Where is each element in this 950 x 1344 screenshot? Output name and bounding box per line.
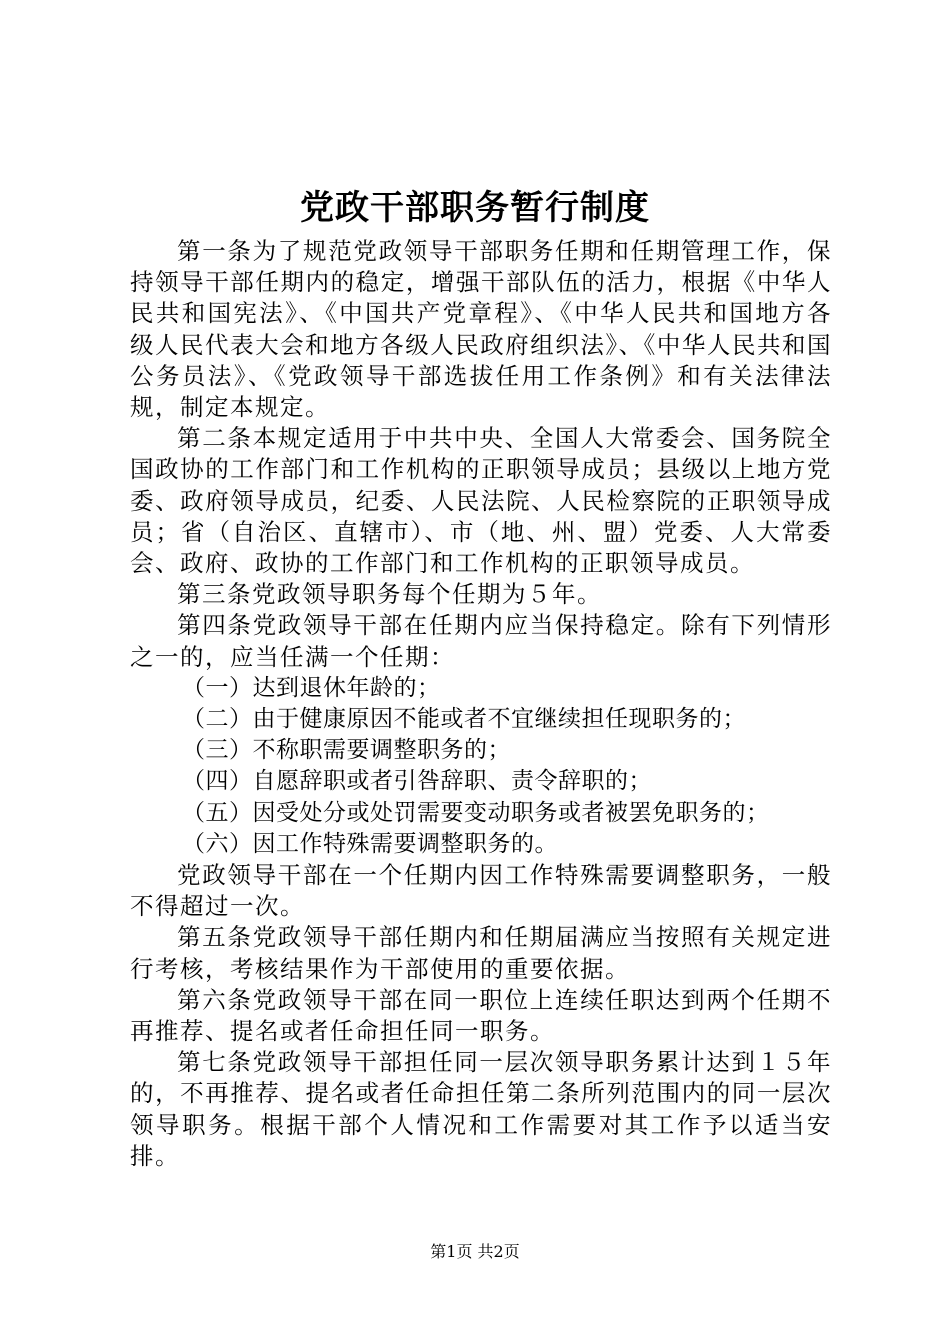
list-item-6: （六）因工作特殊需要调整职务的。 (182, 830, 558, 857)
article-3-paragraph: 第三条党政领导职务每个任期为５年。 (177, 580, 602, 609)
list-item-1: （一）达到退休年龄的； (182, 674, 441, 701)
document-body (130, 236, 832, 1172)
article-1-paragraph: 第一条为了规范党政领导干部职务任期和任期管理工作，保持领导干部任期内的稳定，增强干部队伍的活力，根据《中华人民共和国宪法》、《中国共产党章程》、《中华人民共和国地方各级人民代表大会和地方各级人民政府组织法》、《中华人民共和国公务员法》、《党政领导干部选拔任用工作条例》和有关法律法规，制定本规定。 (130, 237, 832, 422)
document-title: 党政干部职务暂行制度 (300, 188, 650, 228)
article-4-note-paragraph: 党政领导干部在一个任期内因工作特殊需要调整职务，一般不得超过一次。 (130, 861, 832, 921)
list-item-2: （二）由于健康原因不能或者不宜继续担任现职务的； (182, 706, 746, 733)
list-item-5: （五）因受处分或处罚需要变动职务或者被罢免职务的； (182, 799, 770, 826)
page-number-footer: 第1页 共2页 (430, 1242, 520, 1261)
list-item-3: （三）不称职需要调整职务的； (182, 737, 511, 764)
article-2-paragraph: 第二条本规定适用于中共中央、全国人大常委会、国务院全国政协的工作部门和工作机构的正职领导成员；县级以上地方党委、政府领导成员，纪委、人民法院、人民检察院的正职领导成员；省（自治区、直辖市）、市（地、州、盟）党委、人大常委会、政府、政协的工作部门和工作机构的正职领导成员。 (130, 424, 832, 578)
list-item-4: （四）自愿辞职或者引咎辞职、责令辞职的； (182, 768, 652, 795)
article-4-paragraph: 第四条党政领导干部在任期内应当保持稳定。除有下列情形之一的，应当任满一个任期： (130, 611, 832, 671)
article-6-paragraph: 第六条党政领导干部在同一职位上连续任职达到两个任期不再推荐、提名或者任命担任同一职务。 (130, 985, 832, 1046)
article-5-paragraph: 第五条党政领导干部任期内和任期届满应当按照有关规定进行考核，考核结果作为干部使用的重要依据。 (130, 923, 832, 983)
article-7-paragraph: 第七条党政领导干部担任同一层次领导职务累计达到１５年的，不再推荐、提名或者任命担任第二条所列范围内的同一层次领导职务。根据干部个人情况和工作需要对其工作予以适当安排。 (130, 1048, 832, 1170)
